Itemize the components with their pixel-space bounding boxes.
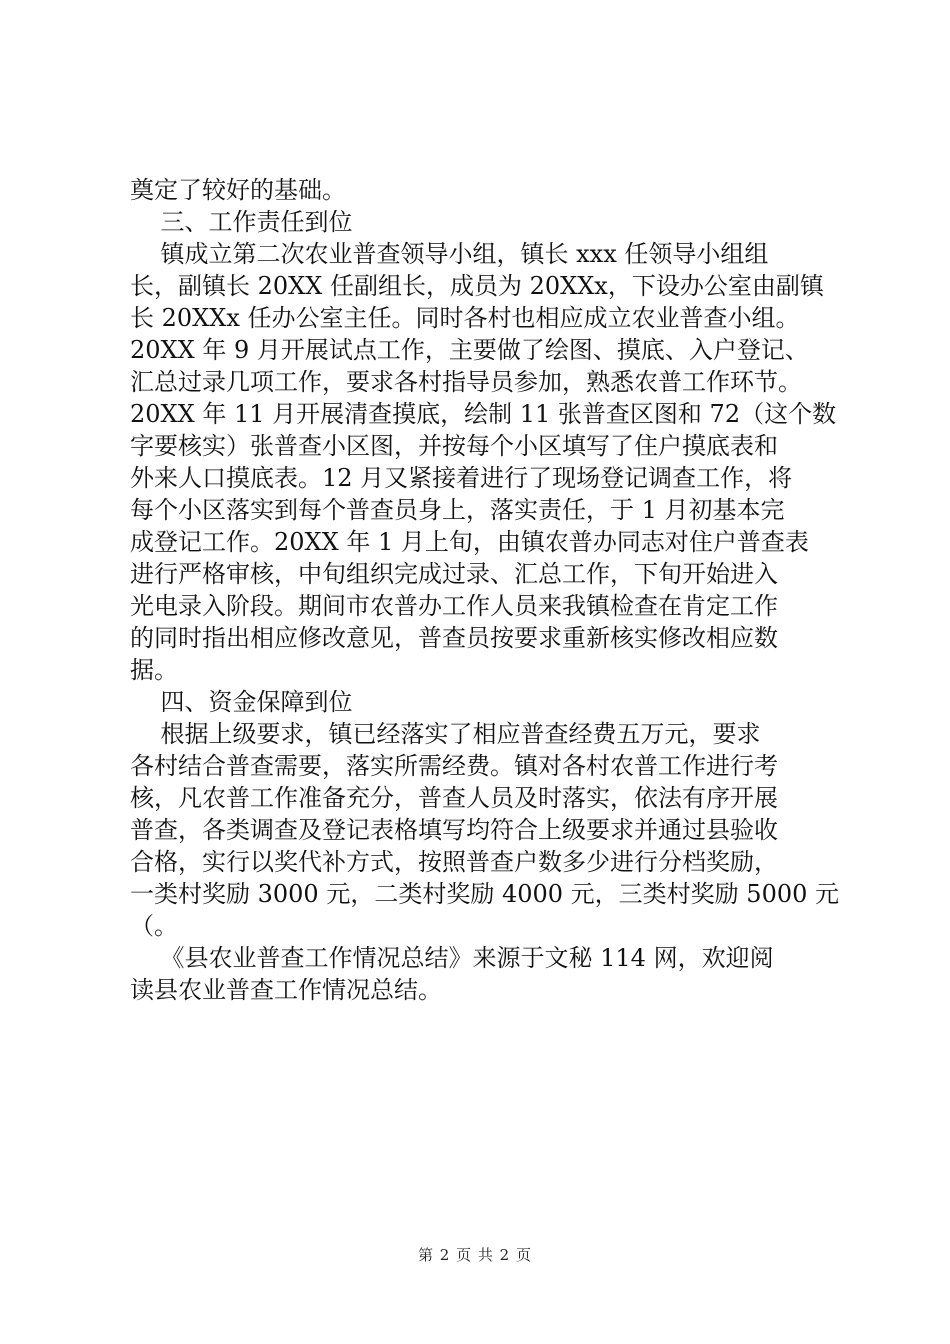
text-line: 读县农业普查工作情况总结。 xyxy=(130,976,442,1004)
text-line: 各村结合普查需要，落实所需经费。镇对各村农普工作进行考 xyxy=(130,752,778,780)
text-line: 一类村奖励 3000 元，二类村奖励 4000 元，三类村奖励 5000 元 xyxy=(130,880,840,908)
text-line: 核，凡农普工作准备充分，普查人员及时落实，依法有序开展 xyxy=(130,784,778,812)
text-line: 的同时指出相应修改意见，普查员按要求重新核实修改相应数 xyxy=(130,624,778,652)
text-line: 镇成立第二次农业普查领导小组，镇长 xxx 任领导小组组 xyxy=(130,240,769,268)
text-line: 合格，实行以奖代补方式，按照普查户数多少进行分档奖励， xyxy=(130,848,778,876)
text-line: （。 xyxy=(130,912,178,940)
text-line: 根据上级要求，镇已经落实了相应普查经费五万元，要求 xyxy=(130,720,761,748)
text-line: 20XX 年 11 月开展清查摸底，绘制 11 张普查区图和 72（这个数 xyxy=(130,400,837,428)
text-line: 每个小区落实到每个普查员身上，落实责任，于 1 月初基本完 xyxy=(130,496,785,524)
text-line: 进行严格审核，中旬组织完成过录、汇总工作，下旬开始进入 xyxy=(130,560,778,588)
text-line: 长 20XXx 任办公室主任。同时各村也相应成立农业普查小组。 xyxy=(130,304,800,332)
text-line: 外来人口摸底表。12 月又紧接着进行了现场登记调查工作，将 xyxy=(130,464,793,492)
text-line: 长，副镇长 20XX 任副组长，成员为 20XXx，下设办公室由副镇 xyxy=(130,272,824,300)
text-line: 20XX 年 9 月开展试点工作，主要做了绘图、摸底、入户登记、 xyxy=(130,336,809,364)
document-body xyxy=(130,174,840,1006)
text-line: 字要核实）张普查小区图，并按每个小区填写了住户摸底表和 xyxy=(130,432,778,460)
text-line: 汇总过录几项工作，要求各村指导员参加，熟悉农普工作环节。 xyxy=(130,368,802,396)
text-line: 《县农业普查工作情况总结》来源于文秘 114 网，欢迎阅 xyxy=(130,944,774,972)
text-line: 光电录入阶段。期间市农普办工作人员来我镇检查在肯定工作 xyxy=(130,592,778,620)
text-line: 奠定了较好的基础。 xyxy=(130,176,346,204)
text-line: 普查，各类调查及登记表格填写均符合上级要求并通过县验收 xyxy=(130,816,778,844)
text-line: 据。 xyxy=(130,656,178,684)
text-line: 成登记工作。20XX 年 1 月上旬，由镇农普办同志对住户普查表 xyxy=(130,528,809,556)
page-number-footer: 第 2 页 共 2 页 xyxy=(418,1246,532,1264)
section-heading: 四、资金保障到位 xyxy=(130,688,353,716)
section-heading: 三、工作责任到位 xyxy=(130,208,353,236)
